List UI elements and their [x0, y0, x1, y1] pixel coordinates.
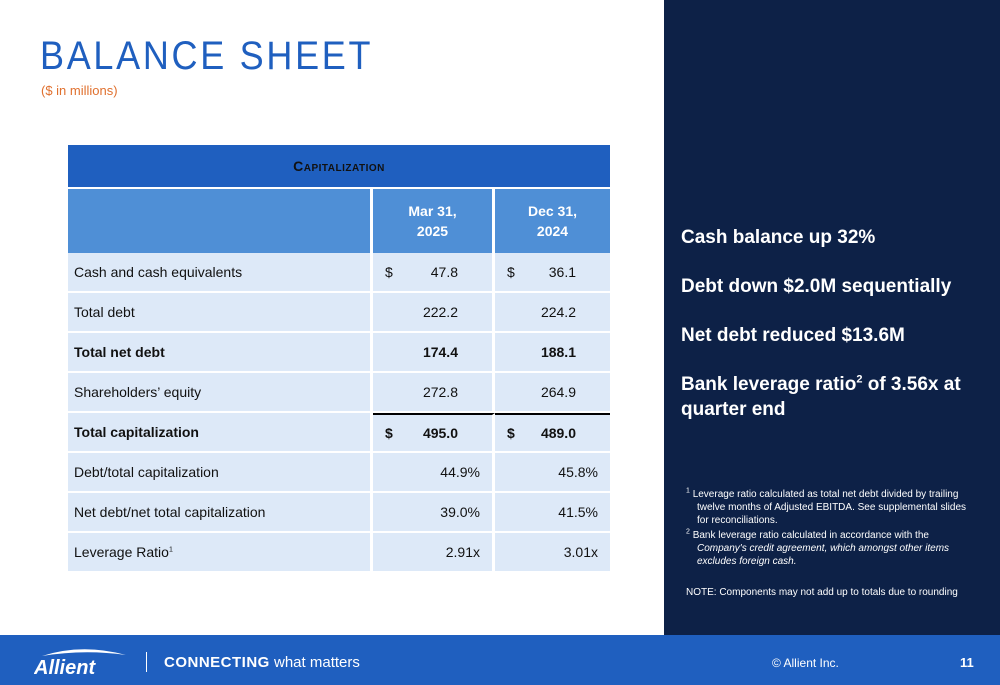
page-subtitle: ($ in millions) [41, 83, 118, 98]
footnote-1-rest: twelve months of Adjusted EBITDA. See supplemental slides for reconciliations. [697, 502, 967, 526]
row-value-dec [495, 413, 610, 453]
highlight-net-debt: Net debt reduced $13.6M [681, 325, 905, 346]
row-label: Total capitalization [68, 413, 373, 453]
table-row [68, 253, 610, 293]
highlights-list [681, 225, 981, 446]
value: 222.2 [422, 304, 458, 320]
value: 36.1 [548, 264, 576, 280]
currency-sign: $ [385, 425, 393, 441]
footnote-2-rest: Company's credit agreement, which amongst other items excludes foreign cash. [697, 543, 950, 567]
footnote-marker: 2 [856, 373, 863, 386]
column-header-mar-2025 [373, 189, 495, 253]
highlight-leverage [681, 372, 981, 422]
row-value-dec [495, 293, 610, 333]
footnote-marker: 1 [168, 546, 173, 554]
footer-bar [0, 635, 1000, 685]
highlight-leverage-post: of 3.56x at quarter end [681, 374, 961, 420]
row-value-mar [373, 253, 495, 293]
page-number: 11 [960, 655, 974, 670]
footer-tagline [164, 654, 360, 671]
column-header-mar-line1: Mar 31, [408, 203, 457, 219]
currency-sign: $ [507, 425, 515, 441]
row-value-mar [373, 293, 495, 333]
currency-sign: $ [507, 264, 515, 280]
value: 489.0 [540, 425, 576, 441]
footnotes [686, 488, 976, 599]
row-value-dec [495, 373, 610, 413]
row-value-dec [495, 333, 610, 373]
table-header-text: Capitalization [293, 158, 385, 174]
row-value-mar [373, 333, 495, 373]
value: 272.8 [422, 384, 458, 400]
footnote-1 [686, 488, 976, 527]
allient-logo [34, 647, 130, 677]
table-row [68, 493, 610, 533]
column-header-dec-2024 [495, 189, 610, 253]
row-value-dec: 45.8% [495, 453, 610, 493]
row-label: Total debt [68, 293, 373, 333]
tagline-rest: what matters [269, 654, 360, 671]
footnote-1-line1: Leverage ratio calculated as total net debt divided by trailing [692, 489, 959, 500]
row-value-dec [495, 253, 610, 293]
table-row [68, 533, 610, 573]
column-header-row [68, 189, 610, 253]
table-header-capitalization [68, 145, 610, 189]
row-label: Cash and cash equivalents [68, 253, 373, 293]
column-header-dec-line2: 2024 [536, 223, 569, 239]
value: 188.1 [540, 344, 576, 360]
footnote-number: 1 [686, 487, 690, 495]
value: 174.4 [422, 344, 458, 360]
table-row [68, 413, 610, 453]
logo-swoosh [42, 649, 126, 656]
logo-wordmark: Allient [34, 657, 96, 677]
table-row [68, 453, 610, 493]
highlight-leverage-pre: Bank leverage ratio [681, 374, 857, 395]
row-value-mar [373, 373, 495, 413]
column-header-dec-line1: Dec 31, [527, 203, 578, 219]
page-title: BALANCE SHEET [40, 34, 374, 78]
highlight-cash: Cash balance up 32% [681, 227, 876, 248]
column-header-blank [68, 189, 373, 253]
row-value-dec: 41.5% [495, 493, 610, 533]
footnote-2 [686, 529, 976, 568]
capitalization-table [68, 145, 610, 573]
footnote-2-line1: Bank leverage ratio calculated in accordance with the [692, 530, 929, 541]
rounding-note: NOTE: Components may not add up to totals due to rounding [686, 587, 958, 598]
value: 264.9 [540, 384, 576, 400]
table-row [68, 373, 610, 413]
row-value-mar: 44.9% [373, 453, 495, 493]
row-value-mar [373, 413, 495, 453]
row-label: Total net debt [68, 333, 373, 373]
highlight-debt: Debt down $2.0M sequentially [681, 276, 952, 297]
footnote-number: 2 [686, 528, 690, 536]
tagline-bold: CONNECTING [164, 654, 270, 671]
footer-divider [146, 652, 147, 672]
value: 47.8 [430, 264, 458, 280]
row-label: Shareholders’ equity [68, 373, 373, 413]
value: 495.0 [422, 425, 458, 441]
copyright-text: © Allient Inc. [772, 656, 839, 670]
column-header-mar-line2: 2025 [416, 223, 449, 239]
row-value-mar: 39.0% [373, 493, 495, 533]
table-row [68, 333, 610, 373]
row-label [68, 533, 373, 573]
row-label: Net debt/net total capitalization [68, 493, 373, 533]
row-value-mar: 2.91x [373, 533, 495, 573]
row-label: Debt/total capitalization [68, 453, 373, 493]
row-value-dec: 3.01x [495, 533, 610, 573]
value: 224.2 [540, 304, 576, 320]
table-row [68, 293, 610, 333]
row-label-text: Leverage Ratio [74, 544, 169, 560]
currency-sign: $ [385, 264, 393, 280]
